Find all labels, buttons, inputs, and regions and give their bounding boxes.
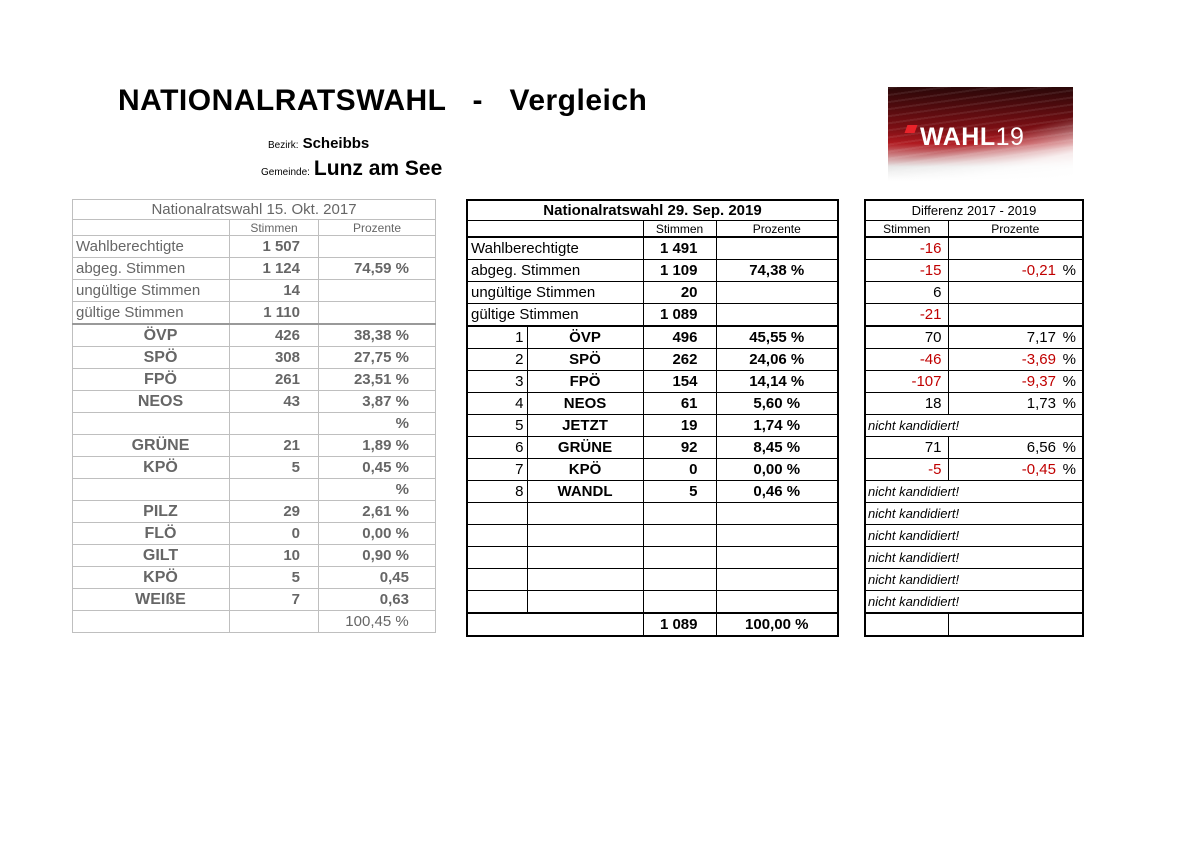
party-row xyxy=(73,347,436,369)
diff-row xyxy=(865,304,1083,327)
table-title: Nationalratswahl 29. Sep. 2019 xyxy=(467,200,838,221)
percent-unit: % xyxy=(1062,351,1076,368)
general-row xyxy=(73,302,436,325)
party-row xyxy=(73,567,436,589)
party-name xyxy=(527,525,643,547)
row-label: ungültige Stimmen xyxy=(73,280,230,302)
rank-value: 8 xyxy=(467,481,527,503)
stimmen-value: 5 xyxy=(643,481,716,503)
diff-prozente: -3,69 xyxy=(1021,351,1056,368)
party-row xyxy=(73,391,436,413)
diff-prozente: 6,56 xyxy=(1026,439,1056,456)
general-row xyxy=(73,236,436,258)
prozente-value xyxy=(716,525,838,547)
total-prozente: 100,45 % xyxy=(319,611,436,633)
prozente-value: 74,38 % xyxy=(716,260,838,282)
prozente-value: 24,06 % xyxy=(716,349,838,371)
party-name: KPÖ xyxy=(73,567,230,589)
diff-prozente-cell xyxy=(948,260,1083,282)
logo-word: WAHL xyxy=(920,123,996,151)
percent-unit: % xyxy=(1062,329,1076,346)
party-name: FPÖ xyxy=(527,371,643,393)
diff-stimmen: 70 xyxy=(865,326,948,349)
party-name: JETZT xyxy=(527,415,643,437)
not-candidate-note: nicht kandidiert! xyxy=(865,525,1083,547)
column-header-row xyxy=(865,221,1083,238)
rank-value xyxy=(467,547,527,569)
stimmen-value: 496 xyxy=(643,326,716,349)
prozente-value: 0,00 % xyxy=(319,523,436,545)
prozente-value: 1,89 % xyxy=(319,435,436,457)
empty-cell xyxy=(467,221,643,238)
percent-unit: % xyxy=(1062,461,1076,478)
diff-stimmen: -46 xyxy=(865,349,948,371)
diff-row xyxy=(865,282,1083,304)
stimmen-value: 21 xyxy=(230,435,319,457)
diff-prozente-cell xyxy=(948,304,1083,327)
rank-value xyxy=(467,591,527,614)
prozente-value xyxy=(319,236,436,258)
prozente-value: 1,74 % xyxy=(716,415,838,437)
party-name xyxy=(527,591,643,614)
not-candidate-note: nicht kandidiert! xyxy=(865,481,1083,503)
row-label: ungültige Stimmen xyxy=(467,282,643,304)
party-row xyxy=(73,523,436,545)
rank-value: 6 xyxy=(467,437,527,459)
empty-cell xyxy=(230,611,319,633)
column-header-prozente: Prozente xyxy=(716,221,838,238)
prozente-value: 2,61 % xyxy=(319,501,436,523)
diff-prozente: 1,73 xyxy=(1026,395,1056,412)
party-name: PILZ xyxy=(73,501,230,523)
party-row xyxy=(467,326,838,349)
prozente-value: 23,51 % xyxy=(319,369,436,391)
diff-prozente: -9,37 xyxy=(1021,373,1056,390)
prozente-value xyxy=(716,304,838,327)
stimmen-value xyxy=(230,479,319,501)
prozente-value: 0,63 xyxy=(319,589,436,611)
stimmen-value xyxy=(643,503,716,525)
stimmen-value: 5 xyxy=(230,567,319,589)
prozente-value xyxy=(716,569,838,591)
percent-unit: % xyxy=(1062,262,1076,279)
diff-stimmen: -15 xyxy=(865,260,948,282)
diff-row xyxy=(865,371,1083,393)
column-header-stimmen: Stimmen xyxy=(865,221,948,238)
party-row xyxy=(73,369,436,391)
logo-number: 19 xyxy=(995,123,1025,151)
stimmen-value: 5 xyxy=(230,457,319,479)
table-2017 xyxy=(72,199,436,633)
stimmen-value: 29 xyxy=(230,501,319,523)
logo-accent-mark xyxy=(905,125,918,133)
party-row xyxy=(467,503,838,525)
diff-prozente-cell xyxy=(948,393,1083,415)
party-row xyxy=(467,481,838,503)
prozente-value: 0,90 % xyxy=(319,545,436,567)
gemeinde-line xyxy=(261,157,442,181)
prozente-value xyxy=(716,237,838,260)
table-2019 xyxy=(466,199,839,637)
rank-value xyxy=(467,503,527,525)
stimmen-value: 20 xyxy=(643,282,716,304)
general-row xyxy=(467,260,838,282)
diff-prozente-cell xyxy=(948,349,1083,371)
stimmen-value: 1 491 xyxy=(643,237,716,260)
prozente-value xyxy=(716,282,838,304)
stimmen-value: 0 xyxy=(643,459,716,481)
stimmen-value xyxy=(643,591,716,614)
party-name xyxy=(73,413,230,435)
party-name xyxy=(527,569,643,591)
general-row xyxy=(467,282,838,304)
row-label: gültige Stimmen xyxy=(73,302,230,325)
party-row xyxy=(467,591,838,614)
party-name xyxy=(527,547,643,569)
rank-value: 5 xyxy=(467,415,527,437)
diff-stimmen: 71 xyxy=(865,437,948,459)
stimmen-value: 19 xyxy=(643,415,716,437)
total-row xyxy=(73,611,436,633)
empty-cell xyxy=(467,613,643,636)
party-row xyxy=(467,569,838,591)
column-header-prozente: Prozente xyxy=(319,220,436,236)
party-row xyxy=(467,525,838,547)
diff-row xyxy=(865,569,1083,591)
party-name: ÖVP xyxy=(527,326,643,349)
party-row xyxy=(467,393,838,415)
prozente-value: 8,45 % xyxy=(716,437,838,459)
gemeinde-value: Lunz am See xyxy=(313,157,443,180)
party-row xyxy=(467,547,838,569)
diff-stimmen: 6 xyxy=(865,282,948,304)
stimmen-value: 92 xyxy=(643,437,716,459)
empty-cell xyxy=(865,613,948,636)
stimmen-value: 7 xyxy=(230,589,319,611)
prozente-value: 14,14 % xyxy=(716,371,838,393)
not-candidate-note: nicht kandidiert! xyxy=(865,415,1083,437)
party-name: KPÖ xyxy=(527,459,643,481)
party-name xyxy=(527,503,643,525)
party-row xyxy=(73,457,436,479)
stimmen-value: 1 507 xyxy=(230,236,319,258)
party-name: NEOS xyxy=(527,393,643,415)
general-row xyxy=(73,258,436,280)
diff-row xyxy=(865,260,1083,282)
percent-unit: % xyxy=(1062,373,1076,390)
not-candidate-note: nicht kandidiert! xyxy=(865,591,1083,614)
party-name: KPÖ xyxy=(73,457,230,479)
prozente-value: % xyxy=(319,479,436,501)
table-title: Nationalratswahl 15. Okt. 2017 xyxy=(73,200,436,220)
total-row xyxy=(865,613,1083,636)
stimmen-value: 43 xyxy=(230,391,319,413)
diff-row xyxy=(865,437,1083,459)
rank-value xyxy=(467,525,527,547)
party-row xyxy=(73,501,436,523)
party-name: GILT xyxy=(73,545,230,567)
diff-row xyxy=(865,237,1083,260)
party-row xyxy=(467,459,838,481)
stimmen-value: 308 xyxy=(230,347,319,369)
stimmen-value: 1 110 xyxy=(230,302,319,325)
empty-cell xyxy=(948,613,1083,636)
diff-prozente-cell xyxy=(948,237,1083,260)
header-row xyxy=(73,200,436,220)
party-name: FPÖ xyxy=(73,369,230,391)
stimmen-value: 0 xyxy=(230,523,319,545)
percent-unit: % xyxy=(1062,395,1076,412)
bezirk-label: Bezirk: xyxy=(268,140,299,151)
party-name: GRÜNE xyxy=(73,435,230,457)
prozente-value: 0,46 % xyxy=(716,481,838,503)
diff-row xyxy=(865,326,1083,349)
stimmen-value xyxy=(643,525,716,547)
total-stimmen: 1 089 xyxy=(643,613,716,636)
diff-prozente: -0,21 xyxy=(1021,262,1056,279)
diff-row xyxy=(865,525,1083,547)
row-label: abgeg. Stimmen xyxy=(467,260,643,282)
party-name xyxy=(73,479,230,501)
stimmen-value: 262 xyxy=(643,349,716,371)
logo-text xyxy=(920,123,1024,152)
party-name: FLÖ xyxy=(73,523,230,545)
header-row xyxy=(865,200,1083,221)
row-label: Wahlberechtigte xyxy=(467,237,643,260)
stimmen-value: 61 xyxy=(643,393,716,415)
stimmen-value xyxy=(643,547,716,569)
not-candidate-note: nicht kandidiert! xyxy=(865,547,1083,569)
diff-prozente-cell xyxy=(948,459,1083,481)
diff-stimmen: -5 xyxy=(865,459,948,481)
column-header-stimmen: Stimmen xyxy=(643,221,716,238)
prozente-value: % xyxy=(319,413,436,435)
party-name: WANDL xyxy=(527,481,643,503)
column-header-row xyxy=(467,221,838,238)
party-name: GRÜNE xyxy=(527,437,643,459)
stimmen-value xyxy=(230,413,319,435)
general-row xyxy=(73,280,436,302)
page-title: NATIONALRATSWAHL - Vergleich xyxy=(118,84,648,117)
row-label: abgeg. Stimmen xyxy=(73,258,230,280)
diff-row xyxy=(865,393,1083,415)
empty-cell xyxy=(73,220,230,236)
prozente-value xyxy=(716,591,838,614)
stimmen-value: 426 xyxy=(230,324,319,347)
column-header-stimmen: Stimmen xyxy=(230,220,319,236)
diff-row xyxy=(865,503,1083,525)
header-row xyxy=(467,200,838,221)
party-row xyxy=(73,324,436,347)
prozente-value: 27,75 % xyxy=(319,347,436,369)
general-row xyxy=(467,237,838,260)
party-name: WEIßE xyxy=(73,589,230,611)
rank-value: 4 xyxy=(467,393,527,415)
stimmen-value xyxy=(643,569,716,591)
prozente-value: 0,00 % xyxy=(716,459,838,481)
rank-value xyxy=(467,569,527,591)
stimmen-value: 14 xyxy=(230,280,319,302)
stimmen-value: 10 xyxy=(230,545,319,567)
diff-row xyxy=(865,481,1083,503)
party-name: ÖVP xyxy=(73,324,230,347)
stimmen-value: 1 124 xyxy=(230,258,319,280)
rank-value: 2 xyxy=(467,349,527,371)
prozente-value xyxy=(319,280,436,302)
column-header-row xyxy=(73,220,436,236)
prozente-value: 5,60 % xyxy=(716,393,838,415)
not-candidate-note: nicht kandidiert! xyxy=(865,503,1083,525)
party-row xyxy=(73,435,436,457)
table-title: Differenz 2017 - 2019 xyxy=(865,200,1083,221)
prozente-value xyxy=(716,547,838,569)
rank-value: 3 xyxy=(467,371,527,393)
prozente-value: 74,59 % xyxy=(319,258,436,280)
party-row xyxy=(467,415,838,437)
diff-row xyxy=(865,459,1083,481)
diff-row xyxy=(865,349,1083,371)
row-label: Wahlberechtigte xyxy=(73,236,230,258)
wahl19-logo xyxy=(888,87,1073,181)
gemeinde-label: Gemeinde: xyxy=(261,167,310,178)
party-name: NEOS xyxy=(73,391,230,413)
prozente-value xyxy=(716,503,838,525)
stimmen-value: 154 xyxy=(643,371,716,393)
total-row xyxy=(467,613,838,636)
table-differenz xyxy=(864,199,1084,637)
stimmen-value: 1 109 xyxy=(643,260,716,282)
bezirk-line xyxy=(268,135,369,153)
not-candidate-note: nicht kandidiert! xyxy=(865,569,1083,591)
diff-prozente-cell xyxy=(948,371,1083,393)
diff-prozente-cell xyxy=(948,326,1083,349)
prozente-value: 0,45 % xyxy=(319,457,436,479)
prozente-value: 3,87 % xyxy=(319,391,436,413)
diff-prozente-cell xyxy=(948,282,1083,304)
party-name: SPÖ xyxy=(73,347,230,369)
rank-value: 7 xyxy=(467,459,527,481)
party-row xyxy=(73,589,436,611)
diff-prozente: -0,45 xyxy=(1021,461,1056,478)
prozente-value: 0,45 xyxy=(319,567,436,589)
prozente-value: 45,55 % xyxy=(716,326,838,349)
rank-value: 1 xyxy=(467,326,527,349)
diff-row xyxy=(865,547,1083,569)
party-row xyxy=(73,479,436,501)
diff-prozente-cell xyxy=(948,437,1083,459)
stimmen-value: 261 xyxy=(230,369,319,391)
general-row xyxy=(467,304,838,327)
prozente-value: 38,38 % xyxy=(319,324,436,347)
prozente-value xyxy=(319,302,436,325)
diff-row xyxy=(865,415,1083,437)
empty-cell xyxy=(73,611,230,633)
column-header-prozente: Prozente xyxy=(948,221,1083,238)
party-row xyxy=(467,371,838,393)
party-row xyxy=(467,437,838,459)
diff-row xyxy=(865,591,1083,614)
diff-stimmen: 18 xyxy=(865,393,948,415)
party-name: SPÖ xyxy=(527,349,643,371)
party-row xyxy=(467,349,838,371)
stimmen-value: 1 089 xyxy=(643,304,716,327)
diff-stimmen: -21 xyxy=(865,304,948,327)
row-label: gültige Stimmen xyxy=(467,304,643,327)
diff-stimmen: -16 xyxy=(865,237,948,260)
party-row xyxy=(73,545,436,567)
party-row xyxy=(73,413,436,435)
diff-prozente: 7,17 xyxy=(1026,329,1056,346)
bezirk-value: Scheibbs xyxy=(302,135,370,152)
percent-unit: % xyxy=(1062,439,1076,456)
total-prozente: 100,00 % xyxy=(716,613,838,636)
diff-stimmen: -107 xyxy=(865,371,948,393)
